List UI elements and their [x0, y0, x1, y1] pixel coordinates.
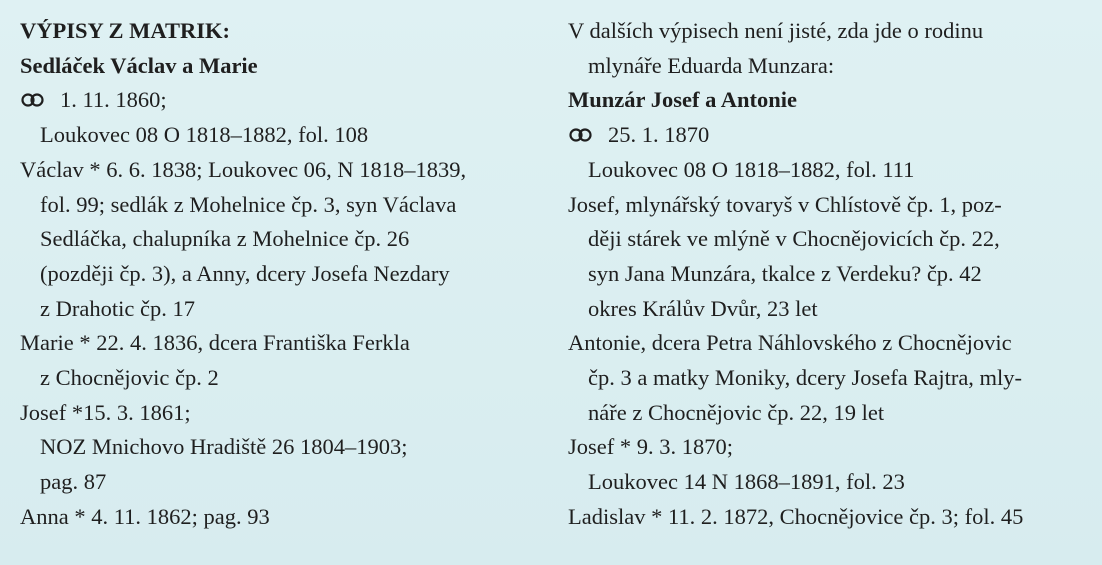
groom-line: fol. 99; sedlák z Mohelnice čp. 3, syn Václava	[40, 191, 457, 217]
child-record: Anna * 4. 11. 1862; pag. 93	[20, 503, 270, 529]
groom-line: okres Králův Dvůr, 23 let	[588, 295, 818, 321]
intro-line: mlynáře Eduarda Munzara:	[588, 52, 835, 78]
couple-name: Munzár Josef a Antonie	[568, 87, 797, 113]
bride-record	[568, 326, 1088, 430]
marriage-source: Loukovec 08 O 1818–1882, fol. 111	[588, 156, 915, 182]
groom-line: ději stárek ve mlýně v Chocnějovicích čp. 22,	[588, 226, 1000, 252]
child-line: pag. 87	[40, 469, 107, 495]
marriage-rings-icon	[568, 118, 608, 153]
groom-record	[568, 188, 1088, 327]
groom-line: Sedláčka, chalupníka z Mohelnice čp. 26	[40, 226, 410, 252]
marriage-record	[20, 83, 540, 118]
couple-name: Sedláček Václav a Marie	[20, 52, 258, 78]
marriage-date: 25. 1. 1870	[608, 122, 710, 148]
section-heading: VÝPISY Z MATRIK:	[20, 18, 231, 43]
left-column	[20, 14, 540, 535]
bride-line: Marie * 22. 4. 1836, dcera Františka Ferkla	[20, 330, 410, 356]
groom-line: Václav * 6. 6. 1838; Loukovec 06, N 1818–1839,	[20, 156, 467, 182]
marriage-record	[568, 118, 1088, 153]
marriage-source: Loukovec 08 O 1818–1882, fol. 108	[40, 122, 369, 148]
bride-record	[20, 326, 540, 395]
groom-record	[20, 153, 540, 327]
intro-line: V dalších výpisech není jisté, zda jde o rodinu	[568, 18, 984, 43]
marriage-date: 1. 11. 1860;	[60, 87, 167, 113]
groom-line: (později čp. 3), a Anny, dcery Josefa Nezdary	[40, 260, 450, 286]
groom-line: Josef, mlynářský tovaryš v Chlístově čp. 1, poz-	[568, 191, 1002, 217]
marriage-rings-icon	[20, 83, 60, 118]
child-record: Ladislav * 11. 2. 1872, Chocnějovice čp. 3; fol. 45	[568, 503, 1024, 529]
child-line: Loukovec 14 N 1868–1891, fol. 23	[588, 469, 905, 495]
intro-note	[568, 14, 1088, 83]
child-line: Josef * 9. 3. 1870;	[568, 434, 733, 460]
child-line: NOZ Mnichovo Hradiště 26 1804–1903;	[40, 434, 408, 460]
child-record	[568, 430, 1088, 499]
child-record	[20, 396, 540, 500]
right-column	[568, 14, 1088, 535]
bride-line: čp. 3 a matky Moniky, dcery Josefa Rajtra, mly-	[588, 365, 1023, 391]
child-line: Josef *15. 3. 1861;	[20, 399, 191, 425]
bride-line: z Chocnějovic čp. 2	[40, 365, 219, 391]
groom-line: syn Jana Munzára, tkalce z Verdeku? čp. 42	[588, 260, 982, 286]
groom-line: z Drahotic čp. 17	[40, 295, 195, 321]
bride-line: Antonie, dcera Petra Náhlovského z Chocnějovic	[568, 330, 1012, 356]
bride-line: náře z Chocnějovic čp. 22, 19 let	[588, 399, 885, 425]
